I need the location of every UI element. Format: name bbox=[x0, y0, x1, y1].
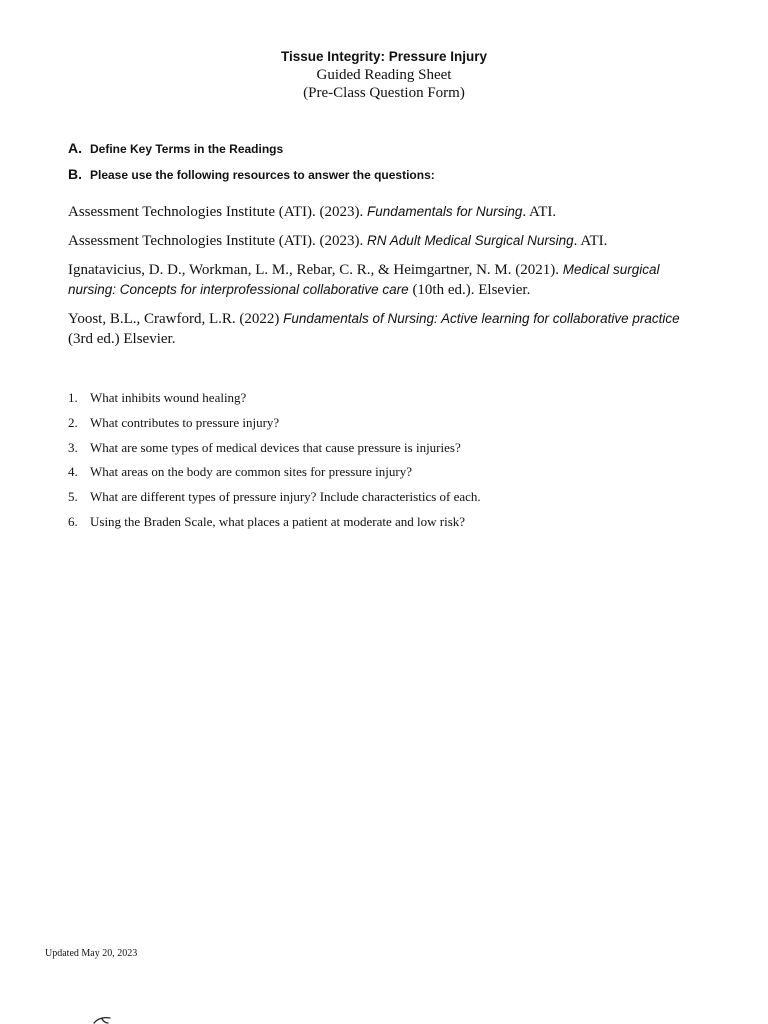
question-text: What contributes to pressure injury? bbox=[90, 414, 280, 430]
reference-title: Fundamentals of Nursing: Active learning for collaborative practice bbox=[283, 311, 680, 326]
document-subtitle: Guided Reading Sheet bbox=[316, 67, 452, 83]
document-form-type: (Pre-Class Question Form) bbox=[303, 85, 465, 101]
reference-authors: Ignatavicius, D. D., Workman, L. M., Rebar, C. R., & Heimgartner, N. M. (2021). bbox=[68, 262, 563, 278]
reference-authors: Yoost, B.L., Crawford, L.R. (2022) bbox=[68, 311, 284, 327]
reference-publisher: . ATI. bbox=[573, 233, 608, 249]
question-item bbox=[68, 415, 708, 431]
reference-publisher: . ATI. bbox=[522, 204, 557, 220]
question-number: 3. bbox=[68, 439, 78, 455]
question-text: Using the Braden Scale, what places a patient at moderate and low risk? bbox=[90, 513, 466, 529]
pen-mark bbox=[92, 1016, 122, 1024]
reference-title: RN Adult Medical Surgical Nursing bbox=[367, 233, 574, 248]
section-a-letter: A. bbox=[68, 140, 82, 156]
section-b-text: Please use the following resources to answer the questions: bbox=[90, 168, 435, 182]
question-number: 5. bbox=[68, 489, 78, 505]
question-text: What are some types of medical devices that cause pressure is injuries? bbox=[90, 439, 461, 455]
reference-publisher: (3rd ed.) Elsevier. bbox=[68, 331, 176, 347]
reference-title: Fundamentals for Nursing bbox=[367, 204, 523, 219]
reference-authors: Assessment Technologies Institute (ATI). (2023). bbox=[68, 233, 368, 249]
section-a-heading bbox=[68, 140, 283, 157]
question-number: 1. bbox=[68, 390, 78, 405]
section-a-text: Define Key Terms in the Readings bbox=[90, 142, 284, 156]
question-item bbox=[68, 514, 708, 530]
reference-title: Medical surgical nursing: Concepts for interprofessional collaborative care bbox=[68, 262, 660, 297]
document-title: Tissue Integrity: Pressure Injury bbox=[280, 49, 488, 64]
reference-authors: Assessment Technologies Institute (ATI). (2023). bbox=[68, 204, 368, 220]
reference-item bbox=[68, 309, 708, 349]
question-list bbox=[68, 390, 708, 539]
updated-date: Updated May 20, 2023 bbox=[45, 948, 138, 959]
question-text: What inhibits wound healing? bbox=[90, 390, 247, 405]
reference-list bbox=[68, 202, 708, 358]
reference-item bbox=[68, 231, 708, 251]
reference-publisher: (10th ed.). Elsevier. bbox=[408, 282, 531, 298]
question-number: 2. bbox=[68, 414, 78, 430]
reference-item bbox=[68, 202, 708, 222]
question-item bbox=[68, 390, 708, 406]
document-header bbox=[0, 48, 768, 102]
section-b-letter: B. bbox=[68, 166, 82, 182]
question-item bbox=[68, 440, 708, 456]
question-number: 6. bbox=[68, 513, 78, 529]
question-text: What are different types of pressure injury? Include characteristics of each. bbox=[90, 489, 481, 505]
section-b-heading bbox=[68, 166, 435, 183]
question-item bbox=[68, 464, 708, 480]
question-number: 4. bbox=[68, 464, 78, 480]
question-text: What areas on the body are common sites for pressure injury? bbox=[90, 464, 413, 480]
reference-item bbox=[68, 260, 708, 300]
question-item bbox=[68, 489, 708, 505]
